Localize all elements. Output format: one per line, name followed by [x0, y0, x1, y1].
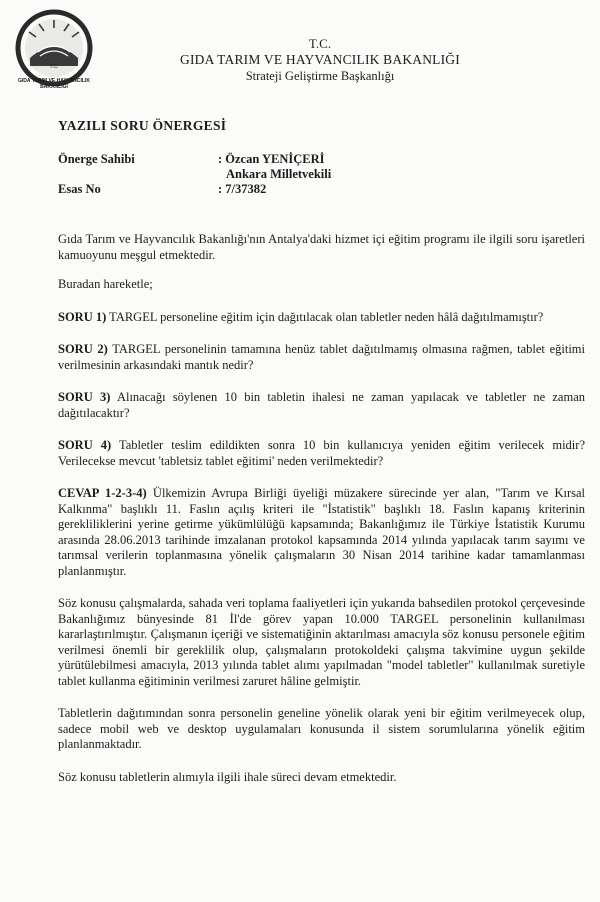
esas-value: : 7/37382 [218, 182, 267, 196]
question-4 [58, 438, 585, 469]
motion-info [58, 148, 558, 197]
answer-paragraph-3: Tabletlerin dağıtımından sonra personelin geneline yönelik olarak yeni bir eğitim verilmeyecek olup, sadece mobil web ve desktop uygulamaları konusunda il sistem sorumlularına yönelik eğitim planlanmaktadır. [58, 706, 585, 751]
question-1 [58, 310, 585, 326]
owner-value: : Özcan YENİÇERİ [218, 152, 325, 166]
ministry-seal-icon [8, 6, 100, 86]
header-tc: T.C. [308, 36, 332, 51]
question-2-text: TARGEL personelinin tamamına henüz tablet dağıtılmamış olmasına rağmen, tablet eğitimi verilmesinin arkasındaki mantık nedir? [58, 342, 585, 372]
answer-paragraph-4: Söz konusu tabletlerin alımıyla ilgili ihale süreci devam etmektedir. [58, 769, 397, 784]
logo-bottom-text: GIDA TARIM VE HAYVANCILIK BAKANLIĞI [18, 78, 90, 90]
question-1-text: TARGEL personeline eğitim için dağıtılacak olan tabletler neden hâlâ dağıtılmamıştır? [106, 309, 544, 324]
intro-transition: Buradan hareketle; [58, 277, 153, 291]
answer-label: CEVAP 1-2-3-4) [58, 486, 147, 500]
owner-label: Önerge Sahibi [58, 152, 135, 166]
question-4-text: Tabletler teslim edildikten sonra 10 bin kullanıcıya yeniden eğitim verilecek midir? Verilecekse mevcut 'tabletsiz tablet eğitimi' neden verilmektedir? [58, 438, 585, 468]
letterhead [160, 36, 480, 84]
answer-paragraph-2: Söz konusu çalışmalarda, sahada veri toplama faaliyetleri için yukarıda bahsedilen protokol çerçevesinde Bakanlığımız bünyesinde 81 İl'de görev yapan 10.000 TARGEL personelinin kullanılması kararlaştırılmıştır. Çalışmanın içeriği ve sistematiğinin aktarılması amacıyla söz konusu personele eğitim verilmesi önemli bir gereklilik olup, çalışmaların protokoldeki çalışma takvimine uygun şekilde yürütülebilmesi amacıyla, 2013 yılında tablet alımı yapılmadan "model tabletler" kullanılmak suretiyle tablet kullanma eğitiminin verilmesi zaruret hâline gelmiştir. [58, 596, 585, 688]
owner-role: Ankara Milletvekili [226, 167, 332, 181]
question-3-text: Alınacağı söylenen 10 bin tabletin ihalesi ne zaman yapılacak ve tabletler ne zaman dağıtılacaktır? [58, 390, 585, 420]
intro-paragraph: Gıda Tarım ve Hayvancılık Bakanlığı'nın Antalya'daki hizmet içi eğitim programı ile ilgili soru işaretleri kamuoyunu meşgul etmektedir. [58, 232, 585, 262]
question-4-label: SORU 4) [58, 438, 112, 452]
question-1-label: SORU 1) [58, 309, 107, 324]
question-3-label: SORU 3) [58, 390, 111, 404]
answer [58, 486, 585, 579]
header-department: Strateji Geliştirme Başkanlığı [245, 69, 395, 83]
esas-label: Esas No [58, 182, 101, 196]
question-3 [58, 390, 585, 421]
document-body [58, 232, 585, 785]
header-ministry: GIDA TARIM VE HAYVANCILIK BAKANLIĞI [180, 52, 460, 67]
logo-top-text: T.C. [49, 64, 59, 70]
document-title: YAZILI SORU ÖNERGESİ [58, 118, 227, 133]
answer-text: Ülkemizin Avrupa Birliği üyeliği müzakere sürecinde yer alan, "Tarım ve Kırsal Kalkınma" başlıklı 11. Faslın açılış kriteri ile "İstatistik" başlıklı 18. Faslın kapanış kriterinin gerekliliklerini yerine getirme yükümlülüğü kapsamında; Bakanlığımız ile Türkiye İstatistik Kurumu arasında 28.06.2013 tarihinde imzalanan protokol kapsamında 2014 yılında yapılacak tarım sayımı ve tarımsal verilerin toplanmasına yönelik çalışmaların 30 Nisan 2014 tarihine kadar tamamlanması planlanmıştır. [58, 486, 585, 578]
question-2-label: SORU 2) [58, 342, 108, 356]
ministry-logo [8, 6, 100, 98]
question-2 [58, 342, 585, 373]
